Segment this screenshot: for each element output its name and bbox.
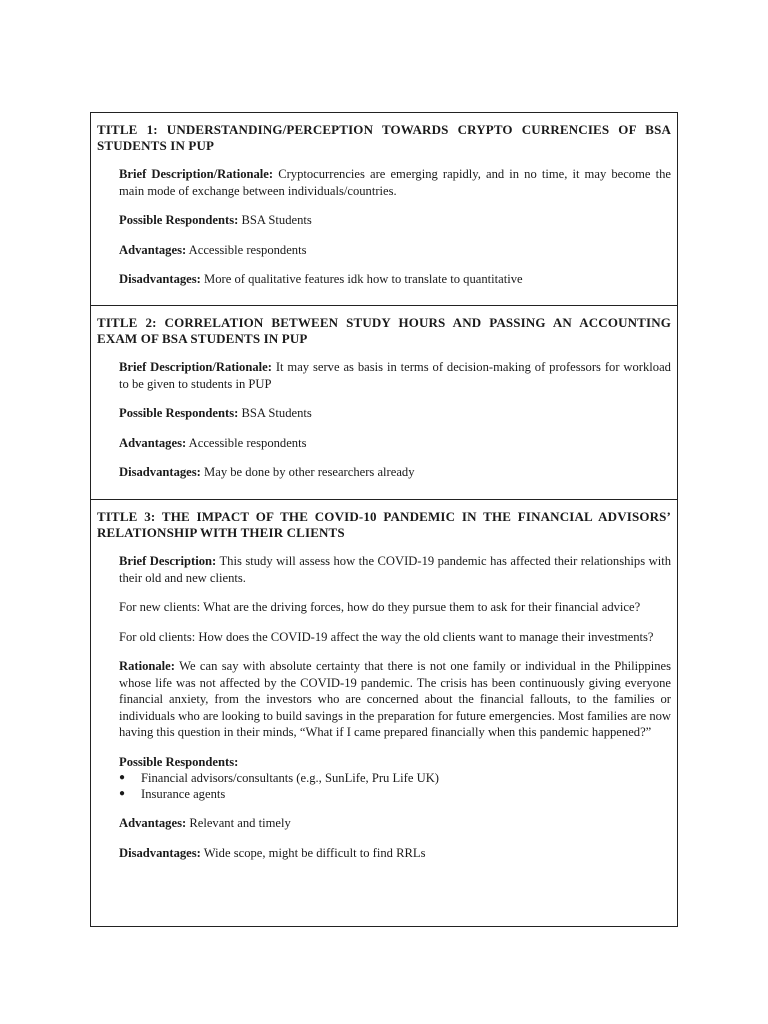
description-label: Brief Description/Rationale: <box>119 360 272 374</box>
title-1-section <box>91 113 677 306</box>
advantages-text: Relevant and timely <box>189 816 291 830</box>
rationale-label: Rationale: <box>119 659 175 673</box>
title-2-heading: TITLE 2: CORRELATION BETWEEN STUDY HOURS AND PASSING AN ACCOUNTING EXAM OF BSA STUDENTS IN PUP <box>97 315 671 346</box>
advantages-label: Advantages: <box>119 435 187 450</box>
respondents-label: Possible Respondents: <box>119 213 239 227</box>
list-item <box>119 770 671 786</box>
title-1-heading: TITLE 1: UNDERSTANDING/PERCEPTION TOWARDS CRYPTO CURRENCIES OF BSA STUDENTS IN PUP <box>97 122 671 153</box>
disadvantages-text: Wide scope, might be difficult to find RRLs <box>203 845 426 860</box>
title-2-respondents <box>119 405 671 422</box>
description-text: This study will assess how the COVID-19 pandemic has affected their relationships with their old and new clients. <box>119 554 671 585</box>
disadvantages-label: Disadvantages: <box>119 465 201 479</box>
title-3-section <box>91 500 677 926</box>
advantages-text: Accessible respondents <box>188 435 307 450</box>
rationale-text: We can say with absolute certainty that there is not one family or individual in the Philippines whose life was not affected by the COVID-19 pandemic. The crisis has been continuously giving everyone financial anxiety, from the investors who are concerned about the financial fallouts, to the families or individuals who are looking to build savings in the preparation for future emergencies. Most families are now having this question in their minds, “What if I came prepared financially when this pandemic happened?” <box>119 659 672 739</box>
title-1-advantages <box>119 242 671 259</box>
title-1-description <box>119 166 671 199</box>
title-2-description <box>119 359 671 392</box>
description-label: Brief Description/Rationale: <box>119 167 274 181</box>
title-3-new-clients: For new clients: What are the driving forces, how do they pursue them to ask for their financial advice? <box>119 600 641 614</box>
title-3-old-clients: For old clients: How does the COVID-19 affect the way the old clients want to manage their investments? <box>119 629 654 644</box>
title-1-disadvantages <box>119 271 671 288</box>
respondents-text: BSA Students <box>241 213 312 227</box>
disadvantages-label: Disadvantages: <box>119 845 201 860</box>
title-3-disadvantages <box>119 845 671 862</box>
title-3-advantages <box>119 815 671 832</box>
title-1-respondents <box>119 212 671 229</box>
description-label: Brief Description: <box>119 554 217 568</box>
description-text: It may serve as basis in terms of decision-making of professors for workload to be given to students in PUP <box>119 360 671 391</box>
title-3-rationale <box>119 658 671 741</box>
disadvantages-text: More of qualitative features idk how to translate to quantitative <box>204 272 523 286</box>
bullet-icon: ● <box>119 788 126 799</box>
title-3-heading: TITLE 3: THE IMPACT OF THE COVID-10 PANDEMIC IN THE FINANCIAL ADVISORS’ RELATIONSHIP WITH THEIR CLIENTS <box>97 509 671 540</box>
disadvantages-label: Disadvantages: <box>119 272 201 286</box>
advantages-text: Accessible respondents <box>188 242 307 257</box>
advantages-label: Advantages: <box>119 242 187 257</box>
respondents-text: BSA Students <box>241 406 312 420</box>
title-2-advantages <box>119 435 671 452</box>
title-2-disadvantages <box>119 464 671 481</box>
advantages-label: Advantages: <box>119 816 187 830</box>
list-item-text: Financial advisors/consultants (e.g., SunLife, Pru Life UK) <box>141 771 439 785</box>
respondents-list <box>119 770 671 802</box>
title-3-description <box>119 553 671 586</box>
disadvantages-text: May be done by other researchers already <box>204 465 415 479</box>
description-text: Cryptocurrencies are emerging rapidly, and in no time, it may become the main mode of exchange between individuals/countries. <box>119 167 671 198</box>
title-2-section <box>91 306 677 500</box>
bullet-icon: ● <box>119 772 126 783</box>
proposal-table <box>90 112 678 927</box>
list-item-text: Insurance agents <box>141 787 226 801</box>
list-item <box>119 786 671 802</box>
respondents-label: Possible Respondents: <box>119 754 239 769</box>
respondents-label: Possible Respondents: <box>119 406 239 420</box>
